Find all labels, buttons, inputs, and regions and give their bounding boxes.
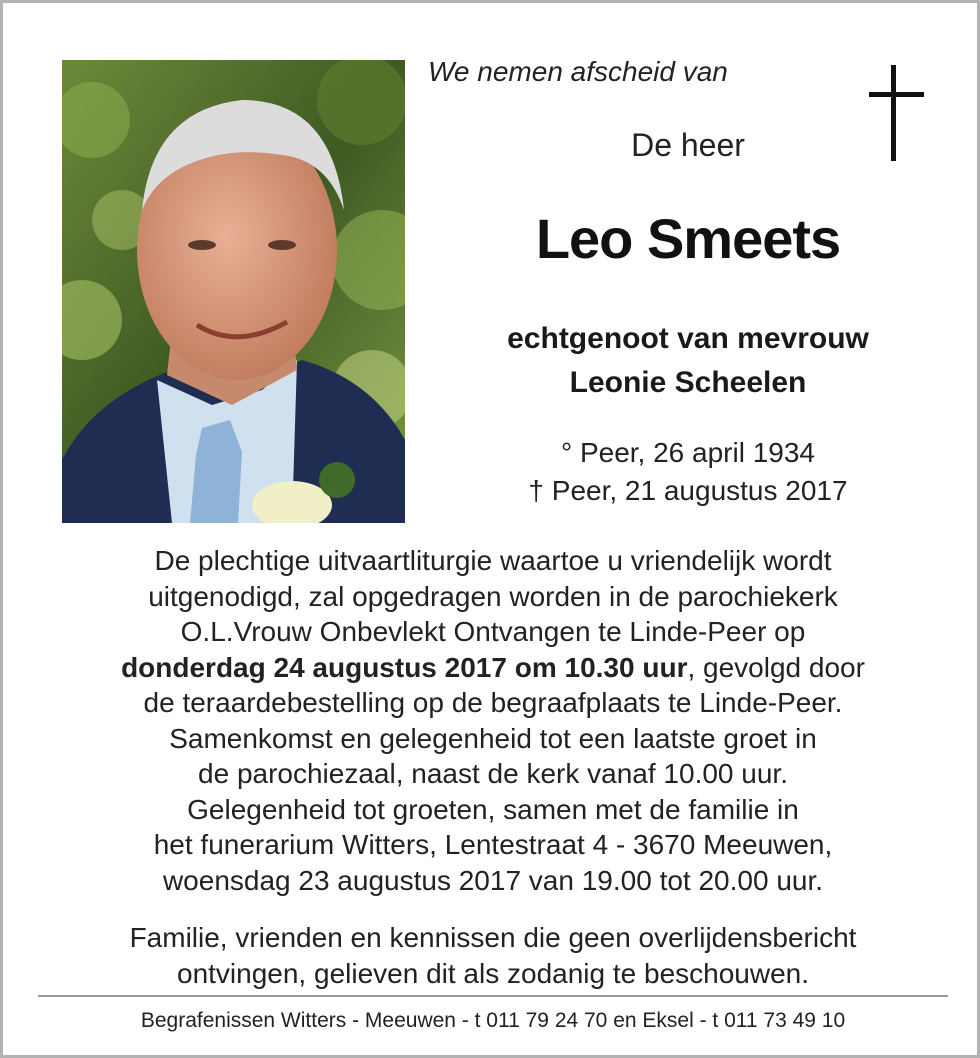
death-date: † Peer, 21 augustus 2017 <box>528 475 848 506</box>
honorific: De heer <box>631 127 745 163</box>
ceremony-line: Gelegenheid tot groeten, samen met de familie in <box>187 793 799 825</box>
ceremony-line: Samenkomst en gelegenheid tot een laatste groet in <box>169 722 817 754</box>
spouse-name: Leonie Scheelen <box>569 366 807 399</box>
ceremony-line: de teraardebestelling op de begraafplaats te Linde-Peer. <box>143 687 843 718</box>
footer-divider <box>38 995 948 997</box>
ceremony-line: het funerarium Witters, Lentestraat 4 - 3670 Meeuwen, <box>153 829 833 860</box>
funeral-home-footer: Begrafenissen Witters - Meeuwen - t 011 79 24 70 en Eksel - t 011 73 49 10 <box>140 1009 846 1032</box>
ceremony-date: donderdag 24 augustus 2017 om 10.30 uur <box>121 651 688 683</box>
intro-line: We nemen afscheid van <box>428 56 728 87</box>
spouse-line-1: echtgenoot van mevrouw <box>507 322 869 355</box>
life-dates <box>423 434 953 510</box>
portrait-photo <box>62 60 405 523</box>
ceremony-text <box>23 543 963 898</box>
ceremony-line: , gevolgd door <box>687 651 865 683</box>
birth-date: ° Peer, 26 april 1934 <box>560 437 816 468</box>
closing-line: ontvingen, gelieven dit als zodanig te beschouwen. <box>177 958 809 989</box>
ceremony-line: O.L.Vrouw Onbevlekt Ontvangen te Linde-Peer op <box>180 616 806 647</box>
ceremony-line: de parochiezaal, naast de kerk vanaf 10.00 uur. <box>198 758 788 789</box>
deceased-name: Leo Smeets <box>535 207 841 270</box>
spouse-block <box>423 317 953 405</box>
closing-line: Familie, vrienden en kennissen die geen overlijdensbericht <box>129 922 857 953</box>
closing-text <box>23 920 963 992</box>
ceremony-line: woensdag 23 augustus 2017 van 19.00 tot 20.00 uur. <box>162 864 824 896</box>
ceremony-line: De plechtige uitvaartliturgie waartoe u vriendelijk wordt <box>154 545 832 576</box>
ceremony-line-with-date <box>23 650 963 686</box>
ceremony-line: uitgenodigd, zal opgedragen worden in de parochiekerk <box>148 580 838 612</box>
